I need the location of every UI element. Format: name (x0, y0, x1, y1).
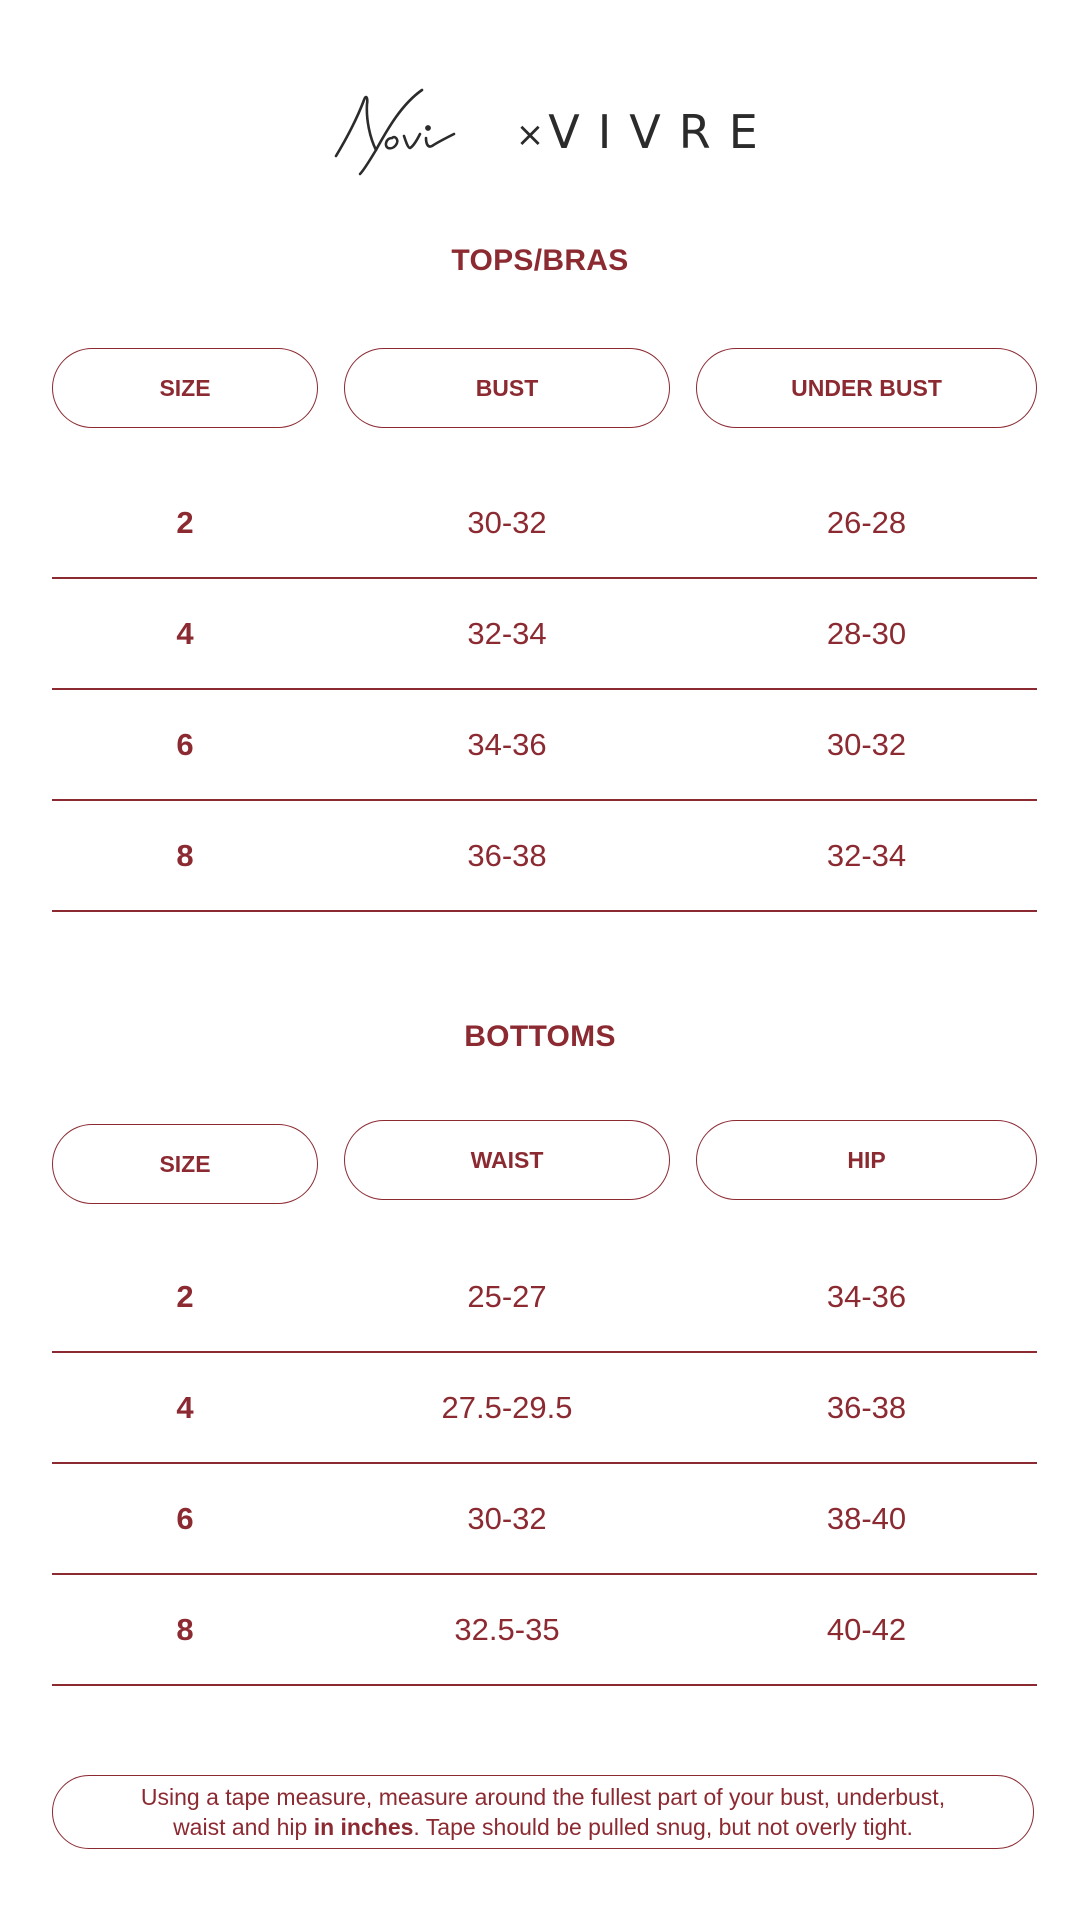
size-value: 2 (176, 1278, 194, 1314)
brand-partner-name: VIVRE (548, 105, 776, 159)
tops-header-size: SIZE (52, 348, 318, 428)
waist-value: 32.5-35 (454, 1611, 560, 1647)
size-value: 8 (176, 1611, 194, 1647)
hip-value: 34-36 (826, 1278, 907, 1314)
waist-value: 27.5-29.5 (441, 1389, 573, 1425)
size-value: 8 (176, 837, 194, 873)
under-bust-value: 32-34 (826, 837, 907, 873)
tops-section-title: TOPS/BRAS (451, 244, 629, 277)
bust-value: 36-38 (467, 837, 547, 873)
bust-value: 30-32 (467, 504, 547, 540)
brand-logo (0, 88, 1080, 188)
instructions-text-before: waist and hip (173, 1814, 314, 1840)
waist-value: 30-32 (467, 1500, 547, 1536)
novi-script-logo (336, 90, 454, 174)
bottoms-table-row (52, 1575, 1037, 1686)
hip-value: 38-40 (826, 1500, 907, 1536)
hip-value: 40-42 (826, 1611, 907, 1647)
size-value: 4 (176, 615, 194, 651)
bottoms-header-size: SIZE (52, 1124, 318, 1204)
bust-value: 34-36 (467, 726, 547, 762)
tops-table-row (52, 690, 1037, 801)
bottoms-table-row (52, 1353, 1037, 1464)
instructions-emphasis: in inches (313, 1814, 414, 1840)
size-value: 6 (176, 1500, 194, 1536)
instructions-line-1: Using a tape measure, measure around the fullest part of your bust, underbust, (140, 1784, 946, 1810)
tops-table-row (52, 468, 1037, 579)
tops-header-bust: BUST (344, 348, 670, 428)
under-bust-value: 28-30 (826, 615, 907, 651)
instructions-line-2 (53, 1812, 1033, 1842)
tops-header-under-bust: UNDER BUST (696, 348, 1037, 428)
brand-separator: × (515, 115, 545, 155)
tops-table-row (52, 579, 1037, 690)
size-value: 6 (176, 726, 194, 762)
bottoms-header-hip: HIP (696, 1120, 1037, 1200)
bottoms-section-title: BOTTOMS (464, 1020, 616, 1053)
size-value: 2 (176, 504, 194, 540)
under-bust-value: 30-32 (826, 726, 907, 762)
bottoms-table-row (52, 1242, 1037, 1353)
instructions-text-after: . Tape should be pulled snug, but not overly tight. (413, 1814, 913, 1840)
waist-value: 25-27 (467, 1278, 547, 1314)
under-bust-value: 26-28 (826, 504, 907, 540)
measurement-instructions (52, 1775, 1034, 1849)
bottoms-table-row (52, 1464, 1037, 1575)
size-value: 4 (176, 1389, 194, 1425)
bust-value: 32-34 (467, 615, 547, 651)
brand-logo-svg (330, 88, 776, 188)
hip-value: 36-38 (826, 1389, 907, 1425)
bottoms-header-waist: WAIST (344, 1120, 670, 1200)
tops-table-row (52, 801, 1037, 912)
